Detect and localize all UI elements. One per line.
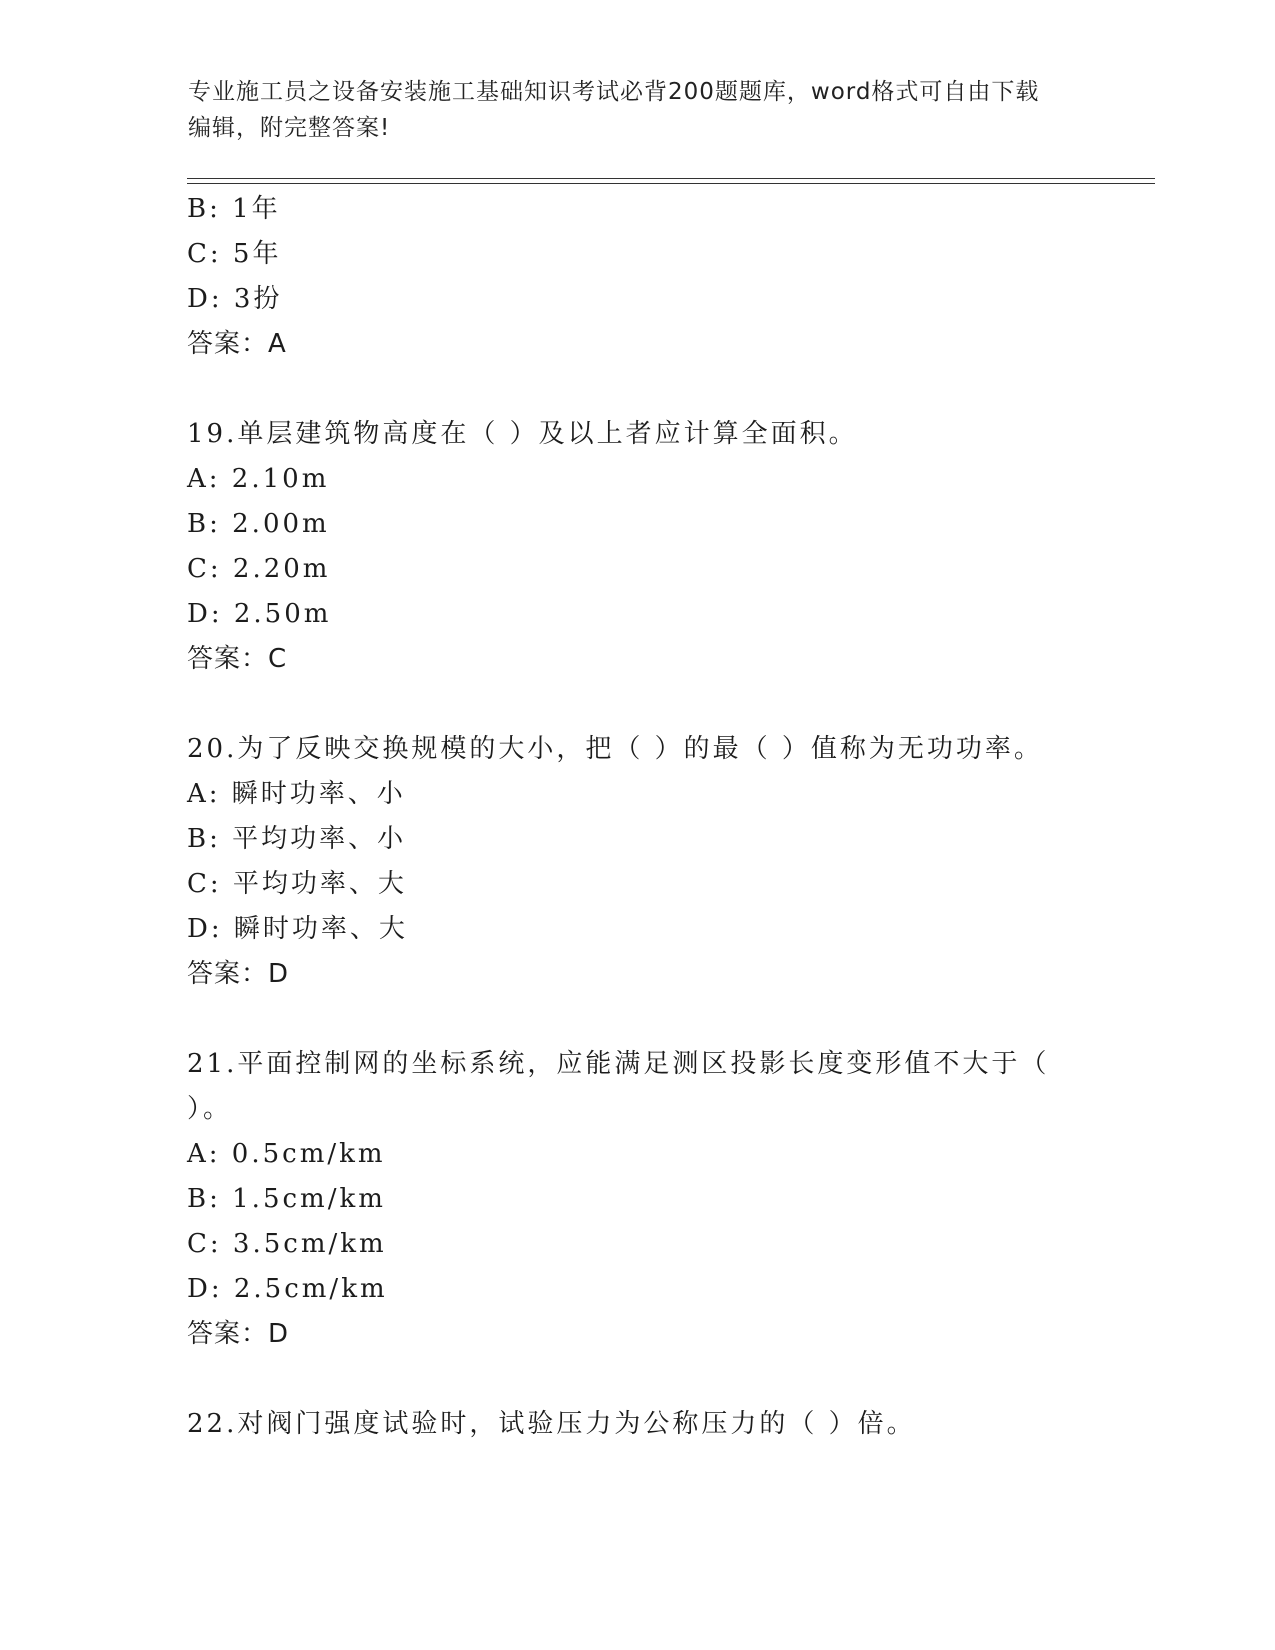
document-header [188,74,1088,146]
header-divider-top [187,178,1155,179]
header-divider-bottom [187,183,1155,184]
q19-option-c: C: 2.20m [187,554,331,584]
q21-stem-line-2: ）。 [187,1094,233,1124]
q20-stem: 20.为了反映交换规模的大小，把（ ）的最（ ）值称为无功功率。 [187,734,1043,764]
q19-option-b: B: 2.00m [187,509,330,539]
q21-answer: 答案：D [187,1319,290,1349]
q20-option-c: C: 平均功率、大 [187,869,407,899]
q21-option-d: D: 2.5cm/km [187,1274,388,1304]
q21-stem-line-1: 21.平面控制网的坐标系统，应能满足测区投影长度变形值不大于（ [187,1049,1050,1079]
header-title-line-2: 编辑，附完整答案! [188,115,391,141]
q19-option-a: A: 2.10m [187,464,330,494]
q20-option-a: A: 瞬时功率、小 [187,779,406,809]
q21-option-c: C: 3.5cm/km [187,1229,387,1259]
q20-option-d: D: 瞬时功率、大 [187,914,408,944]
q20-option-b: B: 平均功率、小 [187,824,407,854]
q20-answer: 答案：D [187,959,290,989]
q18-option-d: D: 3扮 [187,284,283,314]
q21-option-a: A: 0.5cm/km [187,1139,386,1169]
q22-stem: 22.对阀门强度试验时，试验压力为公称压力的（ ）倍。 [187,1409,916,1439]
q18-answer: 答案：A [187,329,287,359]
header-title-line-1: 专业施工员之设备安装施工基础知识考试必背200题题库，word格式可自由下载 [188,79,1040,105]
q18-option-c: C: 5年 [187,239,282,269]
q19-option-d: D: 2.50m [187,599,332,629]
q21-option-b: B: 1.5cm/km [187,1184,386,1214]
q19-stem: 19.单层建筑物高度在（ ）及以上者应计算全面积。 [187,419,858,449]
q18-option-b: B: 1年 [187,194,281,224]
q19-answer: 答案：C [187,644,288,674]
